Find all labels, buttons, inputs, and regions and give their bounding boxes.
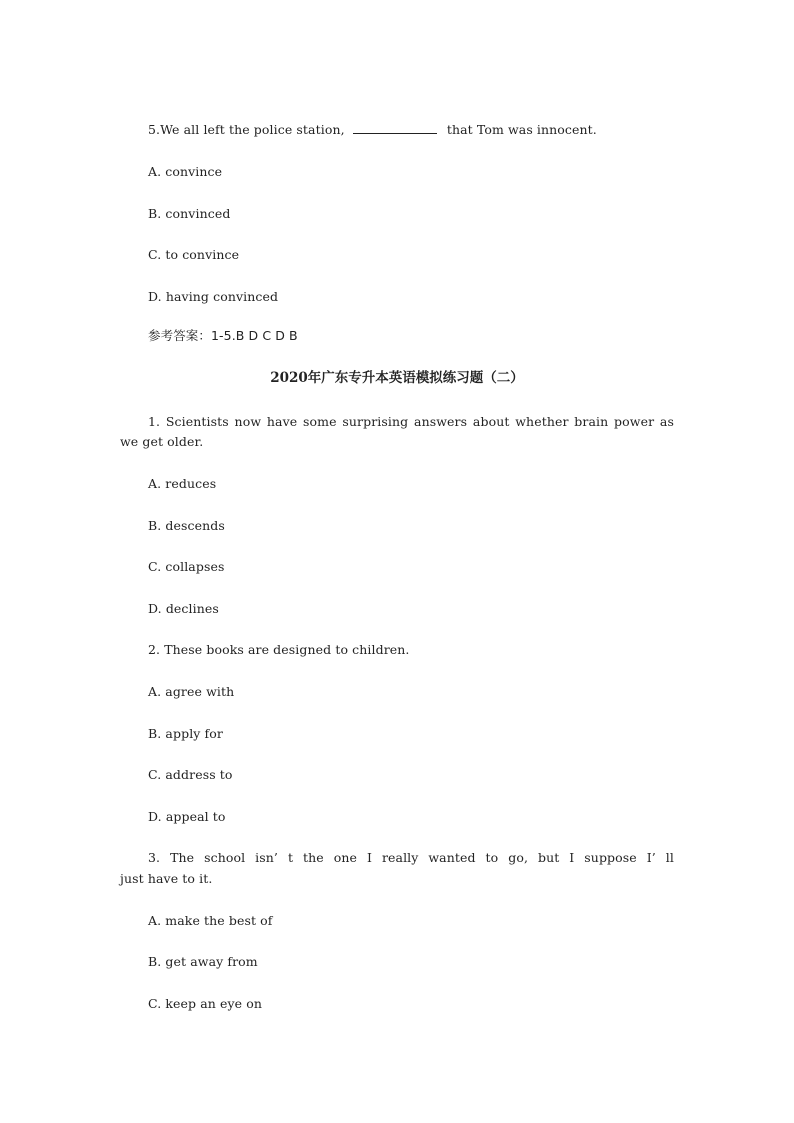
question-stem: 3. The school isn’ t the one I really wanted to go, but I suppose I’ ll	[148, 850, 674, 865]
option-item: C. to convince	[148, 247, 240, 262]
option-item: C. keep an eye on	[148, 996, 262, 1011]
answer-blank	[353, 122, 437, 134]
section-title: 2020年广东专升本英语模拟练习题（二）	[270, 370, 524, 386]
option-item: C. collapses	[148, 559, 225, 574]
option-item: B. descends	[148, 518, 225, 533]
question-stem-continued: we get older.	[120, 434, 204, 449]
option-item: A. reduces	[148, 476, 217, 491]
option-item: D. declines	[148, 601, 219, 616]
option-item: C. address to	[148, 767, 233, 782]
option-item: A. agree with	[148, 684, 235, 699]
question-stem	[148, 120, 597, 140]
stem-text-before: 5.We all left the police station,	[148, 122, 349, 137]
question-stem-continued: just have to it.	[120, 871, 213, 886]
option-item: D. appeal to	[148, 809, 226, 824]
question-stem: 2. These books are designed to children.	[148, 642, 410, 657]
answer-key: 参考答案：1-5.B D C D B	[148, 328, 298, 343]
question-stem: 1. Scientists now have some surprising answers about whether brain power as	[148, 414, 674, 429]
option-item: A. make the best of	[148, 913, 273, 928]
option-item: B. get away from	[148, 954, 258, 969]
option-item: B. apply for	[148, 726, 223, 741]
option-item: D. having convinced	[148, 289, 279, 304]
option-item: B. convinced	[148, 206, 231, 221]
option-item: A. convince	[148, 164, 223, 179]
stem-text-after: that Tom was innocent.	[442, 122, 597, 137]
